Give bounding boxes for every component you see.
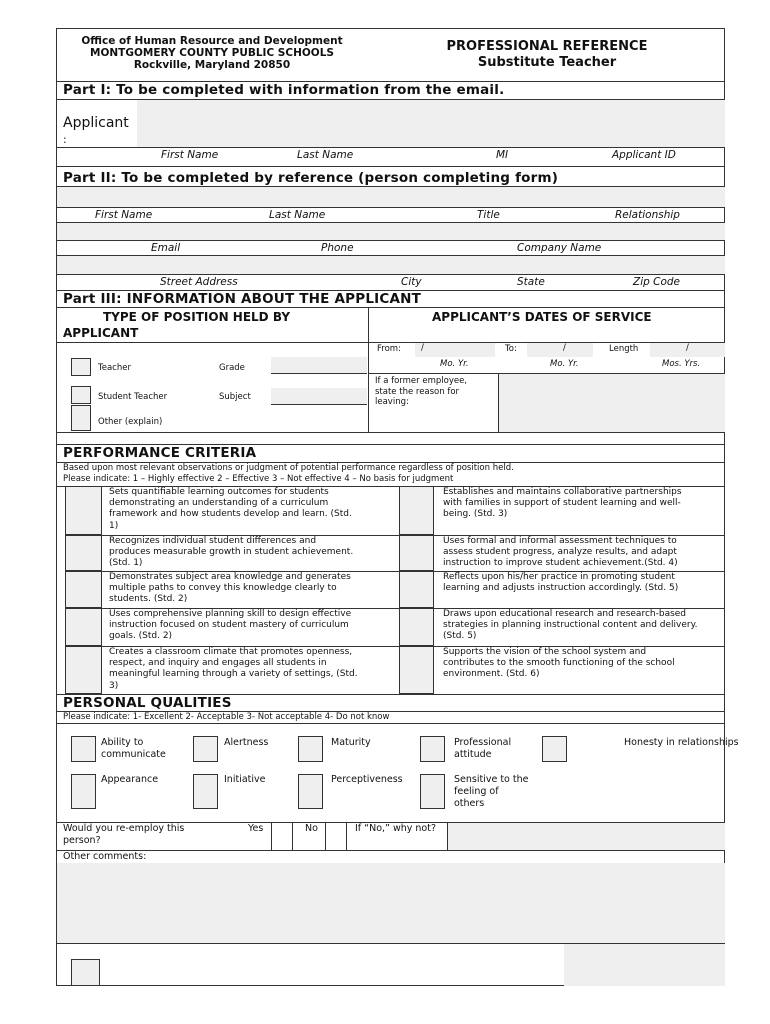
dates-heading: APPLICANT’S DATES OF SERVICE	[432, 310, 652, 324]
criteria-rating-box-right[interactable]	[399, 646, 434, 694]
quality-label-line: Appearance	[101, 774, 159, 785]
reference-first-name-caption: First Name	[95, 209, 153, 221]
quality-label-line: Sensitive to the	[454, 774, 529, 785]
office-header	[57, 35, 367, 71]
criteria-line: demonstrating an understanding of a curriculum	[109, 498, 329, 509]
criteria-line: Uses formal and informal assessment techniques to	[443, 536, 677, 546]
performance-intro: Based upon most relevant observations or judgment of potential performance regardless of position held.	[63, 463, 514, 473]
reference-city-caption: City	[401, 276, 422, 288]
reference-company-caption: Company Name	[517, 242, 602, 254]
quality-label-line: attitude	[454, 749, 492, 760]
criteria-rating-box-right[interactable]	[399, 535, 434, 571]
reference-contact-input[interactable]	[57, 223, 725, 240]
criteria-line: framework and how students develop and learn. (Std.	[109, 509, 352, 520]
quality-rating-box[interactable]	[71, 774, 96, 809]
part3-title: Part III: INFORMATION ABOUT THE APPLICANT	[63, 291, 422, 307]
position-heading-line2: APPLICANT	[63, 326, 139, 340]
to-input[interactable]	[527, 343, 593, 357]
leaving-reason-input[interactable]	[499, 374, 725, 432]
reference-zip-caption: Zip Code	[633, 276, 680, 288]
quality-rating-box[interactable]	[193, 774, 218, 809]
criteria-line: Demonstrates subject area knowledge and generates	[109, 572, 351, 582]
quality-rating-box[interactable]	[71, 736, 96, 762]
student-teacher-checkbox[interactable]	[71, 386, 91, 404]
comments-extra-field[interactable]	[564, 944, 725, 986]
criteria-rating-box-right[interactable]	[399, 608, 434, 646]
criteria-line: contributes to the smooth functioning of the school	[443, 658, 675, 669]
criteria-item-left	[109, 572, 395, 606]
reference-phone-caption: Phone	[321, 242, 354, 254]
criteria-rating-box-left[interactable]	[65, 646, 102, 694]
form-title-block	[387, 39, 707, 71]
applicant-label: Applicant	[63, 115, 129, 131]
office-city: Rockville, Maryland 20850	[133, 59, 291, 71]
form-subtitle: Substitute Teacher	[477, 55, 617, 70]
applicant-last-name-caption: Last Name	[297, 149, 354, 161]
teacher-checkbox[interactable]	[71, 358, 91, 376]
reference-address-input[interactable]	[57, 256, 725, 274]
form-title: PROFESSIONAL REFERENCE	[446, 39, 648, 54]
criteria-line: Establishes and maintains collaborative partnerships	[443, 487, 682, 497]
quality-rating-box[interactable]	[542, 736, 567, 762]
quality-label-line: Alertness	[224, 737, 269, 748]
criteria-rating-box-right[interactable]	[399, 571, 434, 608]
position-heading	[63, 309, 290, 341]
no-label: No	[305, 823, 318, 834]
applicant-input[interactable]	[137, 100, 725, 147]
criteria-item-right	[443, 487, 725, 521]
signature-checkbox[interactable]	[71, 959, 100, 986]
length-label: Length	[609, 344, 639, 354]
reference-form	[56, 28, 739, 986]
former-employee-label	[375, 376, 467, 408]
criteria-item-right	[443, 647, 725, 681]
from-mo-yr-caption: Mo. Yr.	[440, 359, 469, 369]
to-slash: /	[563, 343, 566, 353]
quality-rating-box[interactable]	[420, 736, 445, 762]
no-checkbox[interactable]	[326, 823, 346, 850]
former-employee-line2: state the reason for	[375, 386, 460, 397]
quality-label	[454, 774, 574, 810]
quality-rating-box[interactable]	[298, 736, 323, 762]
criteria-line: Supports the vision of the school system and	[443, 647, 647, 657]
position-heading-line1: TYPE OF POSITION HELD BY	[103, 310, 291, 324]
criteria-item-right	[443, 536, 725, 570]
criteria-line: Sets quantifiable learning outcomes for students	[109, 487, 329, 497]
quality-label-line: others	[454, 798, 485, 809]
yes-checkbox[interactable]	[272, 823, 292, 850]
performance-scale: Please indicate: 1 – Highly effective 2 – Effective 3 – Not effective 4 – No basis for judgment	[63, 474, 454, 484]
quality-label-line: Ability to	[101, 737, 144, 748]
reemploy-question	[63, 823, 184, 847]
length-slash: /	[686, 343, 689, 353]
criteria-item-right	[443, 572, 725, 594]
former-employee-line1: If a former employee,	[375, 376, 468, 386]
reference-state-caption: State	[517, 276, 545, 288]
from-label: From:	[377, 344, 401, 354]
length-mos-yrs-caption: Mos. Yrs.	[662, 359, 701, 369]
reference-name-input[interactable]	[57, 187, 725, 207]
reemploy-question-line1: Would you re-employ this	[63, 823, 185, 834]
quality-rating-box[interactable]	[193, 736, 218, 762]
criteria-line: Draws upon educational research and research-based	[443, 609, 687, 619]
criteria-rating-box-left[interactable]	[65, 608, 102, 646]
criteria-line: with families in support of student learning and well-	[443, 498, 681, 509]
criteria-item-left	[109, 536, 395, 570]
criteria-line: being. (Std. 3)	[443, 509, 508, 520]
part2-title: Part II: To be completed by reference (person completing form)	[63, 170, 559, 186]
criteria-line: Recognizes individual student differences and	[109, 536, 317, 546]
criteria-item-left	[109, 647, 395, 692]
quality-label-line: Honesty in relationships	[624, 737, 739, 748]
applicant-colon: :	[63, 133, 67, 146]
criteria-line: Uses comprehensive planning skill to design effective	[109, 609, 352, 619]
criteria-line: instruction to improve student achievement.(Std. 4)	[443, 558, 678, 569]
personal-title: PERSONAL QUALITIES	[63, 695, 232, 711]
personal-scale: Please indicate: 1- Excellent 2- Acceptable 3- Not acceptable 4- Do not know	[63, 712, 390, 722]
former-employee-line3: leaving:	[375, 397, 409, 407]
criteria-line: assess student progress, analyze results, and adapt	[443, 547, 677, 558]
subject-input[interactable]	[271, 388, 367, 405]
criteria-item-left	[109, 487, 395, 532]
student-teacher-label: Student Teacher	[98, 392, 168, 402]
criteria-line: strategies in planning instructional content and delivery.	[443, 620, 698, 631]
yes-label: Yes	[248, 823, 264, 834]
criteria-line: learning and adjusts instruction accordingly. (Std. 5)	[443, 583, 679, 594]
part1-title: Part I: To be completed with information from the email.	[63, 82, 505, 98]
why-not-input[interactable]	[448, 823, 725, 850]
reference-email-caption: Email	[151, 242, 181, 254]
performance-title: PERFORMANCE CRITERIA	[63, 445, 257, 461]
quality-rating-box[interactable]	[298, 774, 323, 809]
quality-label	[624, 737, 754, 749]
subject-label: Subject	[219, 392, 251, 402]
applicant-first-name-caption: First Name	[161, 149, 219, 161]
why-not-label: If “No,” why not?	[355, 823, 437, 834]
criteria-line: Reflects upon his/her practice in promoting student	[443, 572, 675, 582]
reemploy-question-line2: person?	[63, 835, 101, 846]
other-comments-label: Other comments:	[63, 851, 147, 862]
grade-input[interactable]	[271, 357, 367, 374]
quality-label-line: Maturity	[331, 737, 371, 748]
criteria-rating-box-left[interactable]	[65, 571, 102, 608]
quality-label-line: feeling of	[454, 786, 499, 797]
office-name: Office of Human Resource and Development	[81, 35, 343, 47]
criteria-rating-box-right[interactable]	[399, 486, 434, 535]
criteria-line: 3)	[109, 680, 119, 691]
criteria-line: goals. (Std. 2)	[109, 631, 173, 642]
other-label: Other (explain)	[98, 417, 163, 427]
criteria-line: instruction focused on student mastery of curriculum	[109, 620, 349, 631]
from-slash: /	[421, 343, 424, 353]
criteria-line: produces measurable growth in student achievement.	[109, 547, 354, 558]
quality-label-line: Initiative	[224, 774, 266, 785]
quality-label-line: Professional	[454, 737, 512, 748]
criteria-item-right	[443, 609, 725, 643]
criteria-line: respect, and inquiry and engages all students in	[109, 658, 327, 669]
reference-street-caption: Street Address	[160, 276, 238, 288]
criteria-rating-box-left[interactable]	[65, 535, 102, 571]
quality-label-line: communicate	[101, 749, 166, 760]
reference-last-name-caption: Last Name	[269, 209, 326, 221]
from-input[interactable]	[415, 343, 495, 357]
school-system-name: MONTGOMERY COUNTY PUBLIC SCHOOLS	[90, 47, 334, 59]
criteria-line: (Std. 1)	[109, 558, 143, 569]
to-label: To:	[505, 344, 517, 354]
reference-relationship-caption: Relationship	[615, 209, 680, 221]
criteria-line: 1)	[109, 520, 119, 531]
criteria-rating-box-left[interactable]	[65, 486, 102, 535]
to-mo-yr-caption: Mo. Yr.	[550, 359, 579, 369]
criteria-line: students. (Std. 2)	[109, 594, 188, 605]
other-comments-input[interactable]	[57, 863, 725, 943]
criteria-line: meaningful learning through a variety of settings, (Std.	[109, 669, 358, 680]
criteria-line: multiple paths to convey this knowledge clearly to	[109, 583, 337, 594]
criteria-line: environment. (Std. 6)	[443, 669, 540, 680]
criteria-item-left	[109, 609, 395, 643]
other-checkbox[interactable]	[71, 405, 91, 431]
applicant-id-caption: Applicant ID	[612, 149, 676, 161]
criteria-line: (Std. 5)	[443, 631, 477, 642]
quality-label-line: Perceptiveness	[331, 774, 403, 785]
quality-rating-box[interactable]	[420, 774, 445, 809]
reference-title-caption: Title	[477, 209, 500, 221]
teacher-label: Teacher	[98, 363, 131, 373]
criteria-line: Creates a classroom climate that promotes openness,	[109, 647, 353, 657]
grade-label: Grade	[219, 363, 245, 373]
quality-label	[224, 774, 344, 786]
applicant-mi-caption: MI	[496, 149, 509, 161]
